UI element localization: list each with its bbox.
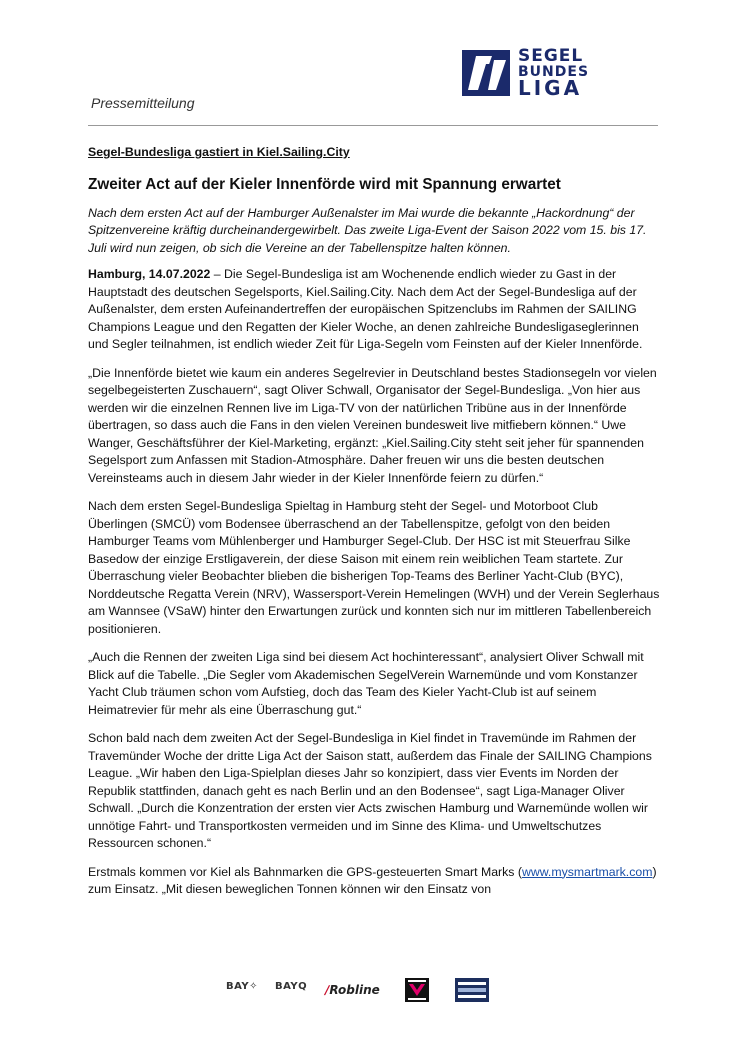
paragraph-1-text: – Die Segel-Bundesliga ist am Wochenende endlich wieder zu Gast in der Hauptstadt des deutschen Segelsports, Kiel.Sailing.City. Nach dem Act der Segel-Bundesliga auf der Außenalster, dem ersten Aufeinandertreffen der europäischen Spitzenclubs im Rahmen der SAILING Champions League und den Regatten der Kieler Woche, an denen zahlreiche Bundesligaseglerinnen und Segler teilnahmen, ist endlich wieder Zeit für Liga-Segeln vom Feinsten auf der Kieler Innenförde. — [88, 267, 643, 351]
dateline: Hamburg, 14.07.2022 — [88, 267, 211, 281]
document-type: Pressemitteilung — [91, 95, 195, 111]
paragraph-6 — [88, 864, 660, 899]
paragraph-5: Schon bald nach dem zweiten Act der Segel-Bundesliga in Kiel findet in Travemünde im Rahmen der Travemünder Woche der dritte Liga Act der Saison statt, außerdem das Finale der SAILING Champions League. „Wir haben den Liga-Spielplan dieses Jahr so konzipiert, dass vier Events im Norden der Republik stattfinden, danach geht es nach Berlin und an den Bodensee“, sagt Liga-Manager Oliver Schwall. „Durch die Konzentration der ersten vier Acts zwischen Hamburg und Warnemünde wollen wir unnötige Fahrt- und Transportkosten vermeiden und im Sinne des Klima- und Umweltschutzes Ressourcen schonen.“ — [88, 731, 652, 850]
paragraph-4: „Auch die Rennen der zweiten Liga sind bei diesem Act hochinteressant“, analysiert Oliver Schwall mit Blick auf die Tabelle. „Die Segler vom Akademischen SegelVerein Warnemünde und vom Konstanzer Yacht Club träumen schon vom Aufstieg, doch das Team des Kieler Yacht-Club ist auf seinem Heimatrevier für mehr als eine Überraschung gut.“ — [88, 650, 644, 717]
paragraph-3: Nach dem ersten Segel-Bundesliga Spieltag in Hamburg steht der Segel- und Motorboot Club Überlingen (SMCÜ) vom Bodensee überraschend an der Tabellenspitze, gefolgt von den beiden Hamburger Teams vom Mühlenberger und Hamburger Segel-Club. Der HSC ist mit Steuerfrau Silke Basedow der einzige Erstligaverein, der diese Saison mit einem rein weiblichen Team startete. Zur Überraschung vieler Beobachter blieben die bisherigen Top-Teams des Berliner Yacht-Club (BYC), Norddeutsche Regatta Verein (NRV), Wassersport-Verein Hemelingen (WVH) und der Verein Seglerhaus am Wannsee (VSaW) hinter den Erwartungen zurück und konnten sich nur im mittleren Tabellenbereich positionieren. — [88, 499, 660, 636]
paragraph-2: „Die Innenförde bietet wie kaum ein anderes Segelrevier in Deutschland bestes Stadionsegeln vor vielen segelbegeisterten Zuschauern“, sagt Oliver Schwall, Organisator der Segel-Bundesliga. „Von hier aus werden wir die einzelnen Rennen live im Liga-TV von der natürlichen Tribüne aus in der Innenförde übertragen, so dass auch die Fans in den vielen Vereinen bundesweit live mitfiebern können.“ Uwe Wanger, Geschäftsführer der Kiel-Marketing, ergänzt: „Kiel.Sailing.City steht seit jeher für spannenden Segelsport zum Anfassen mit Stadion-Atmosphäre. Daher freuen wir uns die besten deutschen Vereinsteams auch in diesem Jahr wieder in der Kieler Innenförde feiern zu dürfen.“ — [88, 365, 657, 485]
logo-line-3: LIGA — [518, 76, 583, 100]
bayq-logo-icon — [275, 981, 307, 1007]
paragraph-6-after: ) zum Einsatz. „Mit diesen beweglichen Tonnen können wir den Einsatz von — [88, 864, 657, 896]
logo-wordmark — [518, 46, 590, 100]
sponsor-bar — [0, 976, 746, 1006]
marinepool-logo-icon — [455, 978, 489, 1002]
logo-line-1: SEGEL — [518, 46, 584, 66]
paragraph-6-before: Erstmals kommen vor Kiel als Bahnmarken die GPS-gesteuerten Smart Marks ( — [88, 864, 522, 879]
article-body — [88, 144, 660, 910]
fahr-logo-icon — [405, 978, 429, 1002]
robline-logo-text: Robline — [329, 983, 380, 997]
bay-logo-text: BAY — [226, 981, 250, 992]
sail-logo-icon — [462, 48, 512, 98]
smartmark-link[interactable]: www.mysmartmark.com — [521, 864, 653, 879]
article-kicker: Segel-Bundesliga gastiert in Kiel.Sailing.City — [88, 145, 350, 159]
header-divider — [88, 125, 658, 126]
logo-line-2: BUNDES — [518, 64, 590, 80]
bayq-logo-text: BAYQ — [275, 981, 308, 992]
article-headline: Zweiter Act auf der Kieler Innenförde wird mit Spannung erwartet — [88, 175, 561, 193]
bay-logo-icon: BAY✧ — [226, 981, 259, 992]
robline-logo-icon: ∕Robline — [325, 983, 380, 997]
paragraph-1 — [88, 266, 660, 354]
article-lead: Nach dem ersten Act auf der Hamburger Außenalster im Mai wurde die bekannte „Hackordnung“ der Spitzenvereine kräftig durcheinandergewirbelt. Das zweite Liga-Event der Saison 2022 vom 15. bis 17. Juli wird nun zeigen, ob sich die Vereine an der Tabellenspitze halten können. — [88, 205, 647, 255]
segel-bundesliga-logo — [462, 44, 622, 104]
